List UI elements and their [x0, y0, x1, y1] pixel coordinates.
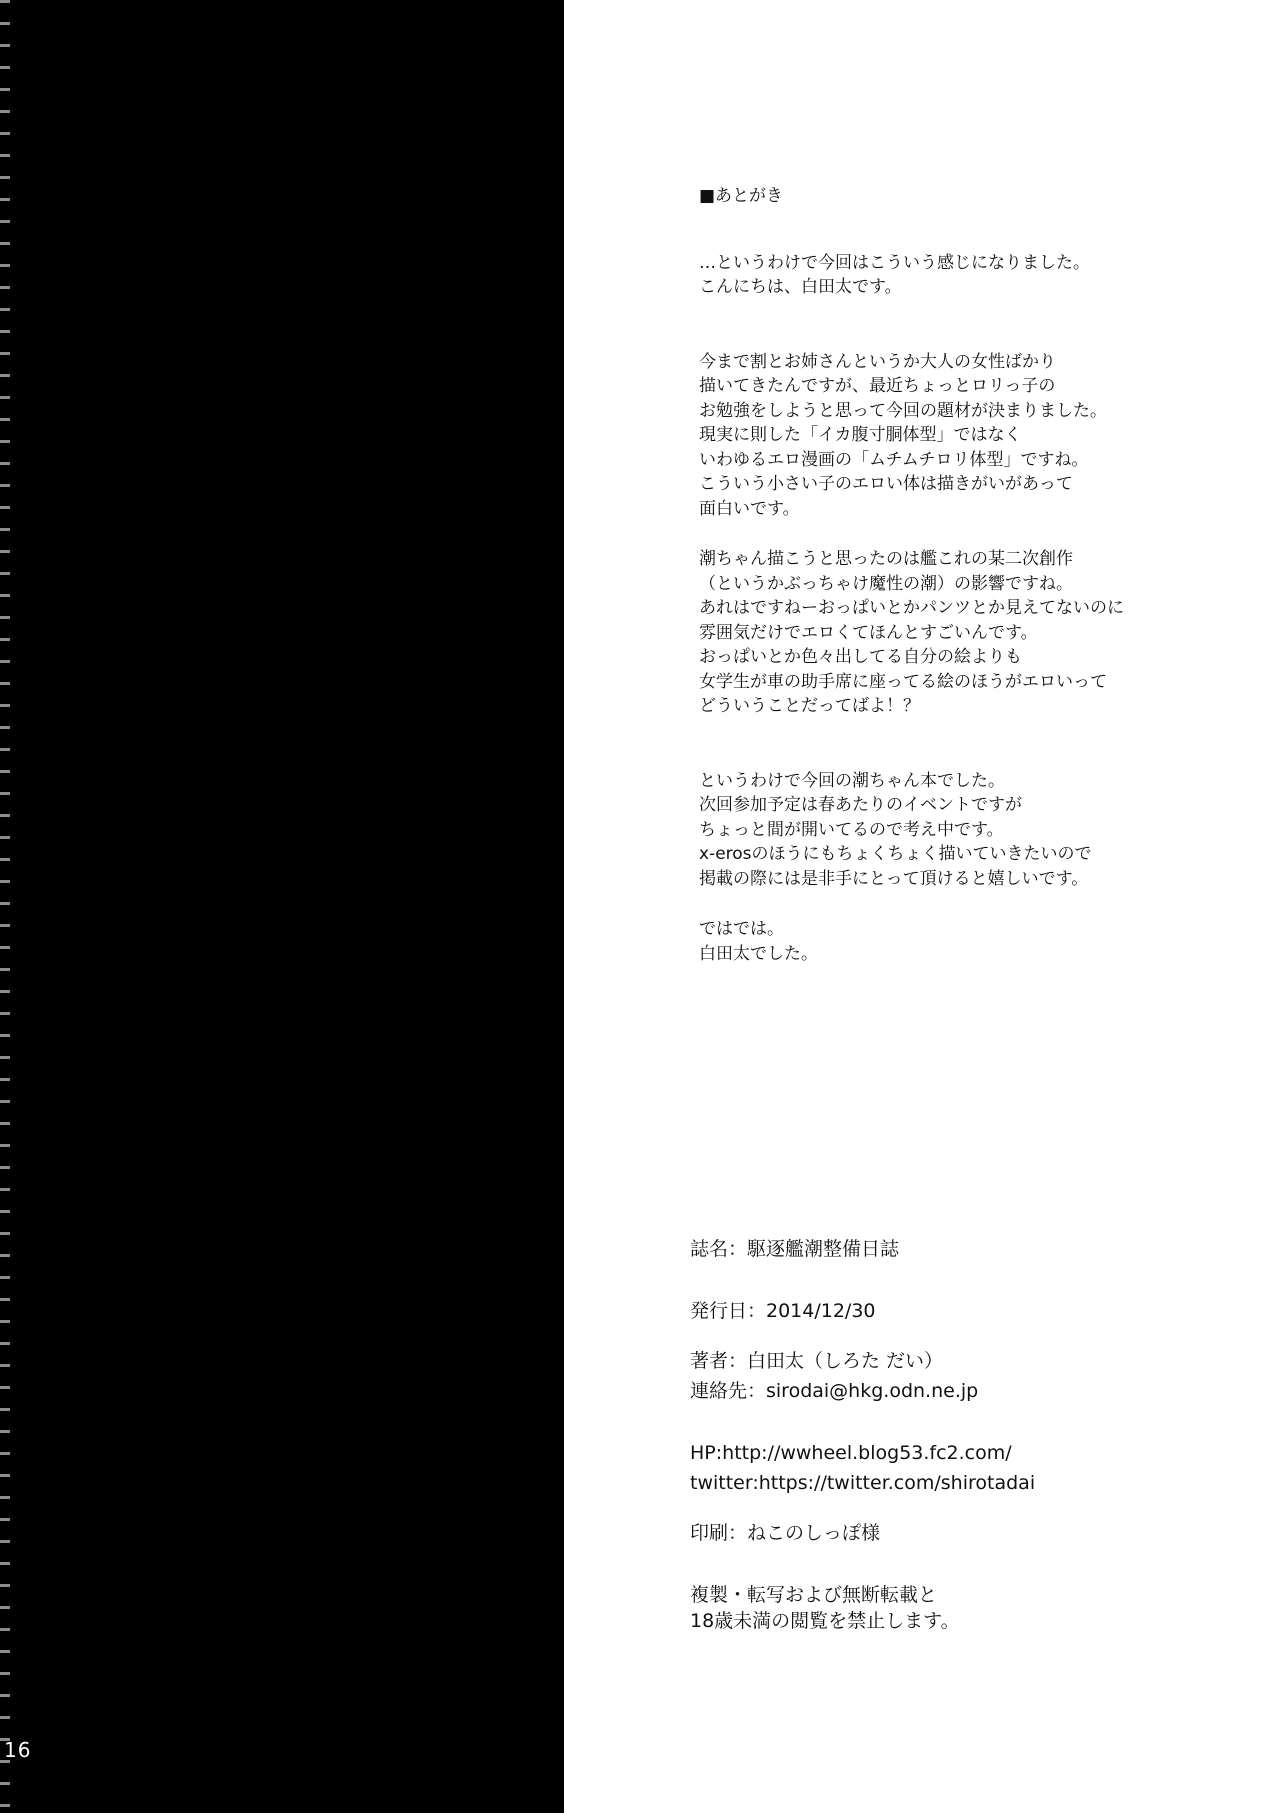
text-line: 白田太でした。: [699, 943, 818, 964]
homepage-url: HP:http://wwheel.blog53.fc2.com/: [690, 1442, 1012, 1464]
text-line: 潮ちゃん描こうと思ったのは艦これの某二次創作: [699, 549, 1073, 569]
text-line: 現実に則した「イカ腹寸胴体型」ではなく: [699, 425, 1022, 445]
afterword-paragraph-1: [699, 251, 1259, 300]
publication-date: 発行日：2014/12/30: [690, 1300, 876, 1322]
text-line: 面白いです。: [699, 498, 800, 519]
afterword-paragraph-3: [699, 547, 1259, 719]
text-line: こんにちは、白田太です。: [699, 277, 902, 297]
afterword-paragraph-5: [699, 917, 1259, 966]
text-line: どういうことだってばよ！？: [699, 696, 920, 716]
page-number: 16: [4, 1738, 32, 1762]
notice-line: 複製・転写および無断転載と: [690, 1584, 938, 1606]
binding-edge: [0, 0, 10, 1813]
copyright-notice: [690, 1582, 1260, 1634]
twitter-url: twitter:https://twitter.com/shirotadai: [690, 1472, 1036, 1494]
afterword-title: ■あとがき: [699, 186, 784, 206]
text-line: （というかぶっちゃけ魔性の潮）の影響ですね。: [699, 573, 1073, 594]
publication-title: 誌名：駆逐艦潮整備日誌: [690, 1238, 900, 1260]
text-line: いわゆるエロ漫画の「ムチムチロリ体型」ですね。: [699, 449, 1089, 470]
text-line: …というわけで今回はこういう感じになりました。: [699, 252, 1090, 273]
text-line: 掲載の際には是非手にとって頂けると嬉しいです。: [699, 868, 1089, 889]
text-line: あれはですねーおっぱいとかパンツとか見えてないのに: [699, 598, 1124, 618]
text-line: 雰囲気だけでエロくてほんとすごいんです。: [699, 622, 1038, 643]
text-line: というわけで今回の潮ちゃん本でした。: [699, 770, 1005, 791]
author-name: 著者：白田太（しろた だい）: [690, 1350, 944, 1372]
text-line: お勉強をしようと思って今回の題材が決まりました。: [699, 400, 1107, 421]
text-line: ではでは。: [699, 919, 784, 939]
text-line: 今まで割とお姉さんというか大人の女性ばかり: [699, 351, 1056, 372]
afterword-section: [699, 184, 1259, 992]
black-panel: [0, 0, 564, 1813]
text-line: x-erosのほうにもちょくちょく描いていきたいので: [699, 844, 1092, 864]
afterword-paragraph-4: [699, 769, 1259, 892]
text-line: こういう小さい子のエロい体は描きがいがあって: [699, 474, 1073, 494]
contact-email: 連絡先：sirodai@hkg.odn.ne.jp: [690, 1380, 979, 1402]
text-line: ちょっと間が開いてるので考え中です。: [699, 819, 1004, 840]
text-line: 女学生が車の助手席に座ってる絵のほうがエロいって: [699, 671, 1107, 692]
colophon-section: [690, 1236, 1260, 1658]
text-line: 次回参加予定は春あたりのイベントですが: [699, 795, 1022, 815]
printer-name: 印刷：ねこのしっぽ様: [690, 1522, 881, 1544]
text-line: おっぱいとか色々出してる自分の絵よりも: [699, 647, 1022, 667]
notice-line: 18歳未満の閲覧を禁止します。: [690, 1610, 960, 1632]
text-line: 描いてきたんですが、最近ちょっとロリっ子の: [699, 376, 1056, 396]
afterword-paragraph-2: [699, 350, 1259, 522]
